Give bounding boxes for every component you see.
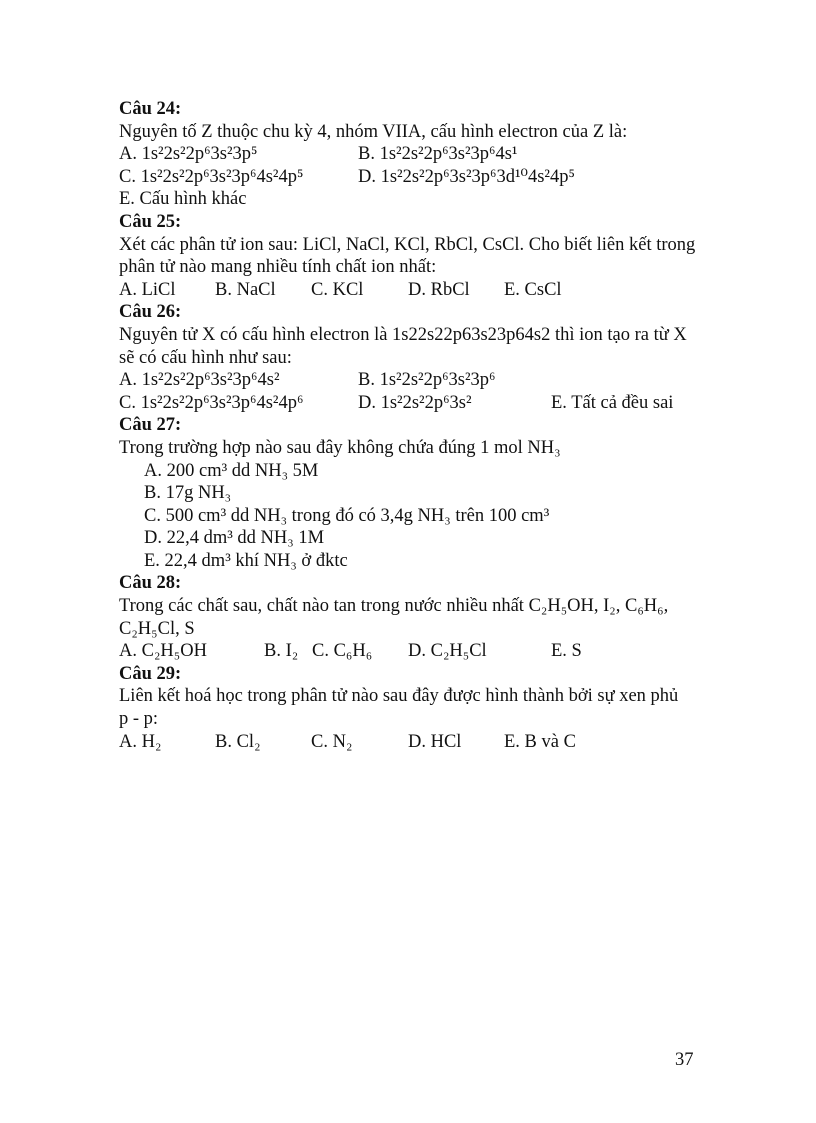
question-27-title: Câu 27: — [119, 415, 182, 436]
page-number: 37 — [675, 1050, 694, 1070]
question-29-option-e[interactable]: E. B và C — [504, 731, 576, 752]
question-28-option-d[interactable]: D. C₂H₅Cl — [408, 641, 487, 662]
question-25-option-e[interactable]: E. CsCl — [504, 279, 562, 300]
question-28-option-a[interactable]: A. C₂H₅OH — [119, 641, 207, 662]
question-26-stem-line-2: sẽ có cấu hình như sau: — [119, 347, 292, 368]
question-26-option-b[interactable]: B. 1s²2s²2p⁶3s²3p⁶ — [358, 370, 496, 391]
question-29-title: Câu 29: — [119, 663, 182, 684]
question-24-option-a[interactable]: A. 1s²2s²2p⁶3s²3p⁵ — [119, 144, 258, 165]
question-28-title: Câu 28: — [119, 573, 182, 594]
question-26-option-d[interactable]: D. 1s²2s²2p⁶3s² — [358, 392, 472, 413]
question-25-option-c[interactable]: C. KCl — [311, 279, 364, 300]
question-29-option-b[interactable]: B. Cl₂ — [215, 731, 261, 752]
question-24-options-row-2 — [119, 166, 709, 189]
question-list — [119, 98, 709, 753]
question-29-stem-line-1: Liên kết hoá học trong phân tử nào sau đây được hình thành bởi sự xen phủ — [119, 686, 679, 707]
question-26-option-c[interactable]: C. 1s²2s²2p⁶3s²3p⁶4s²4p⁶ — [119, 392, 304, 413]
question-29-option-c[interactable]: C. N₂ — [311, 731, 353, 752]
question-24-option-b[interactable]: B. 1s²2s²2p⁶3s²3p⁶4s¹ — [358, 144, 518, 165]
question-27-option-e[interactable]: E. 22,4 dm³ khí NH₃ ở đktc — [144, 550, 348, 571]
question-25-stem-line-1: Xét các phân tử ion sau: LiCl, NaCl, KCl, RbCl, CsCl. Cho biết liên kết trong — [119, 234, 696, 255]
question-24-option-c[interactable]: C. 1s²2s²2p⁶3s²3p⁶4s²4p⁵ — [119, 166, 304, 187]
question-29-options-row — [119, 731, 709, 754]
question-27-option-b[interactable]: B. 17g NH₃ — [144, 483, 232, 504]
question-29-stem-line-2: p - p: — [119, 709, 159, 730]
question-26-title: Câu 26: — [119, 302, 182, 323]
question-27-option-d[interactable]: D. 22,4 dm³ dd NH₃ 1M — [144, 528, 325, 549]
question-28-stem-line-1: Trong các chất sau, chất nào tan trong nước nhiều nhất C₂H₅OH, I₂, C₆H₆, — [119, 596, 669, 617]
question-24-options-row-1 — [119, 143, 709, 166]
question-26-options-row-1 — [119, 369, 709, 392]
question-28-option-c[interactable]: C. C₆H₆ — [312, 641, 373, 662]
question-29-option-d[interactable]: D. HCl — [408, 731, 462, 752]
question-26-option-a[interactable]: A. 1s²2s²2p⁶3s²3p⁶4s² — [119, 370, 280, 391]
question-25-option-d[interactable]: D. RbCl — [408, 279, 470, 300]
question-26-option-e[interactable]: E. Tất cả đều sai — [551, 392, 674, 413]
question-24-stem: Nguyên tố Z thuộc chu kỳ 4, nhóm VIIA, cấu hình electron của Z là: — [119, 121, 628, 142]
question-24-option-d[interactable]: D. 1s²2s²2p⁶3s²3p⁶3d¹⁰4s²4p⁵ — [358, 166, 575, 187]
question-27-option-a[interactable]: A. 200 cm³ dd NH₃ 5M — [144, 460, 319, 481]
question-28-stem-line-2: C₂H₅Cl, S — [119, 618, 195, 639]
question-28-option-e[interactable]: E. S — [551, 641, 582, 662]
question-26-stem-line-1: Nguyên tử X có cấu hình electron là 1s22s22p63s23p64s2 thì ion tạo ra từ X — [119, 324, 687, 345]
question-28-options-row — [119, 640, 709, 663]
question-27-stem: Trong trường hợp nào sau đây không chứa đúng 1 mol NH₃ — [119, 437, 561, 458]
question-25-option-a[interactable]: A. LiCl — [119, 279, 176, 300]
question-27-option-c[interactable]: C. 500 cm³ dd NH₃ trong đó có 3,4g NH₃ trên 100 cm³ — [144, 505, 550, 526]
question-24-title: Câu 24: — [119, 99, 182, 119]
question-25-option-b[interactable]: B. NaCl — [215, 279, 276, 300]
question-24-option-e[interactable]: E. Cấu hình khác — [119, 189, 247, 210]
question-25-stem-line-2: phân tử nào mang nhiều tính chất ion nhất: — [119, 257, 437, 278]
question-28-option-b[interactable]: B. I₂ — [264, 641, 299, 662]
question-26-options-row-2 — [119, 392, 709, 415]
question-29-option-a[interactable]: A. H₂ — [119, 731, 162, 752]
question-25-title: Câu 25: — [119, 211, 182, 232]
question-25-options-row — [119, 279, 709, 302]
